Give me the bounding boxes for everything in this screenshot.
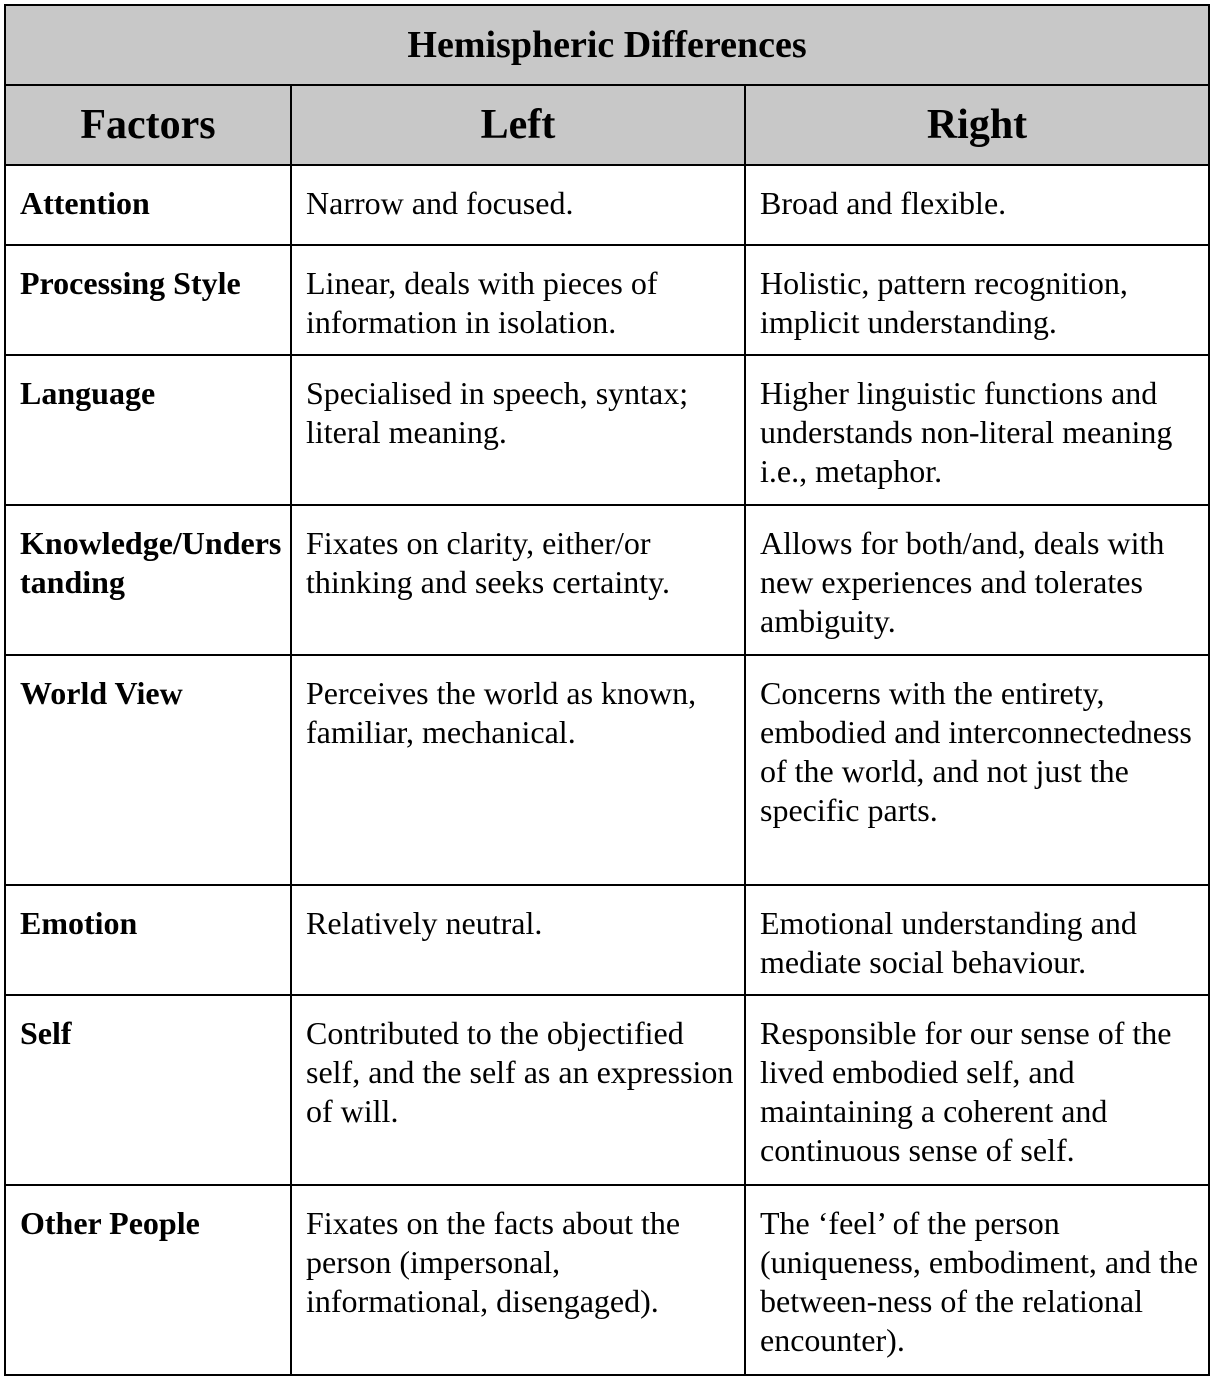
- table-row: [5, 1185, 1209, 1375]
- left-cell: Fixates on clarity, either/or thinking and seeks certainty.: [291, 505, 745, 655]
- table-row: [5, 885, 1209, 995]
- left-cell: Fixates on the facts about the person (impersonal, informational, disengaged).: [291, 1185, 745, 1375]
- right-cell: Concerns with the entirety, embodied and interconnectedness of the world, and not just the specific parts.: [745, 655, 1209, 885]
- factor-cell: Self: [5, 995, 291, 1185]
- factor-cell: Attention: [5, 165, 291, 245]
- hemispheric-differences-table: [4, 4, 1210, 1376]
- left-cell: Relatively neutral.: [291, 885, 745, 995]
- table-title-row: [5, 5, 1209, 85]
- left-cell: Specialised in speech, syntax; literal meaning.: [291, 355, 745, 505]
- table-header-row: [5, 85, 1209, 165]
- right-cell: Holistic, pattern recognition, implicit understanding.: [745, 245, 1209, 355]
- right-cell: Responsible for our sense of the lived embodied self, and maintaining a coherent and continuous sense of self.: [745, 995, 1209, 1185]
- left-cell: Perceives the world as known, familiar, mechanical.: [291, 655, 745, 885]
- table-row: [5, 995, 1209, 1185]
- factor-cell: World View: [5, 655, 291, 885]
- right-cell: Higher linguistic functions and understands non-literal meaning i.e., metaphor.: [745, 355, 1209, 505]
- table-row: [5, 245, 1209, 355]
- header-factors: Factors: [5, 85, 291, 165]
- right-cell: Emotional understanding and mediate social behaviour.: [745, 885, 1209, 995]
- header-right: Right: [745, 85, 1209, 165]
- right-cell: The ‘feel’ of the person (uniqueness, embodiment, and the between-ness of the relational encounter).: [745, 1185, 1209, 1375]
- table-row: [5, 165, 1209, 245]
- left-cell: Narrow and focused.: [291, 165, 745, 245]
- table-row: [5, 505, 1209, 655]
- hemispheric-differences-table-wrapper: [4, 4, 1208, 1376]
- table-title: Hemispheric Differences: [5, 5, 1209, 85]
- factor-cell: Language: [5, 355, 291, 505]
- left-cell: Contributed to the objectified self, and the self as an expression of will.: [291, 995, 745, 1185]
- factor-cell: Knowledge/Understanding: [5, 505, 291, 655]
- header-left: Left: [291, 85, 745, 165]
- table-row: [5, 355, 1209, 505]
- right-cell: Allows for both/and, deals with new experiences and tolerates ambiguity.: [745, 505, 1209, 655]
- factor-cell: Other People: [5, 1185, 291, 1375]
- factor-cell: Emotion: [5, 885, 291, 995]
- factor-cell: Processing Style: [5, 245, 291, 355]
- table-row: [5, 655, 1209, 885]
- right-cell: Broad and flexible.: [745, 165, 1209, 245]
- left-cell: Linear, deals with pieces of information in isolation.: [291, 245, 745, 355]
